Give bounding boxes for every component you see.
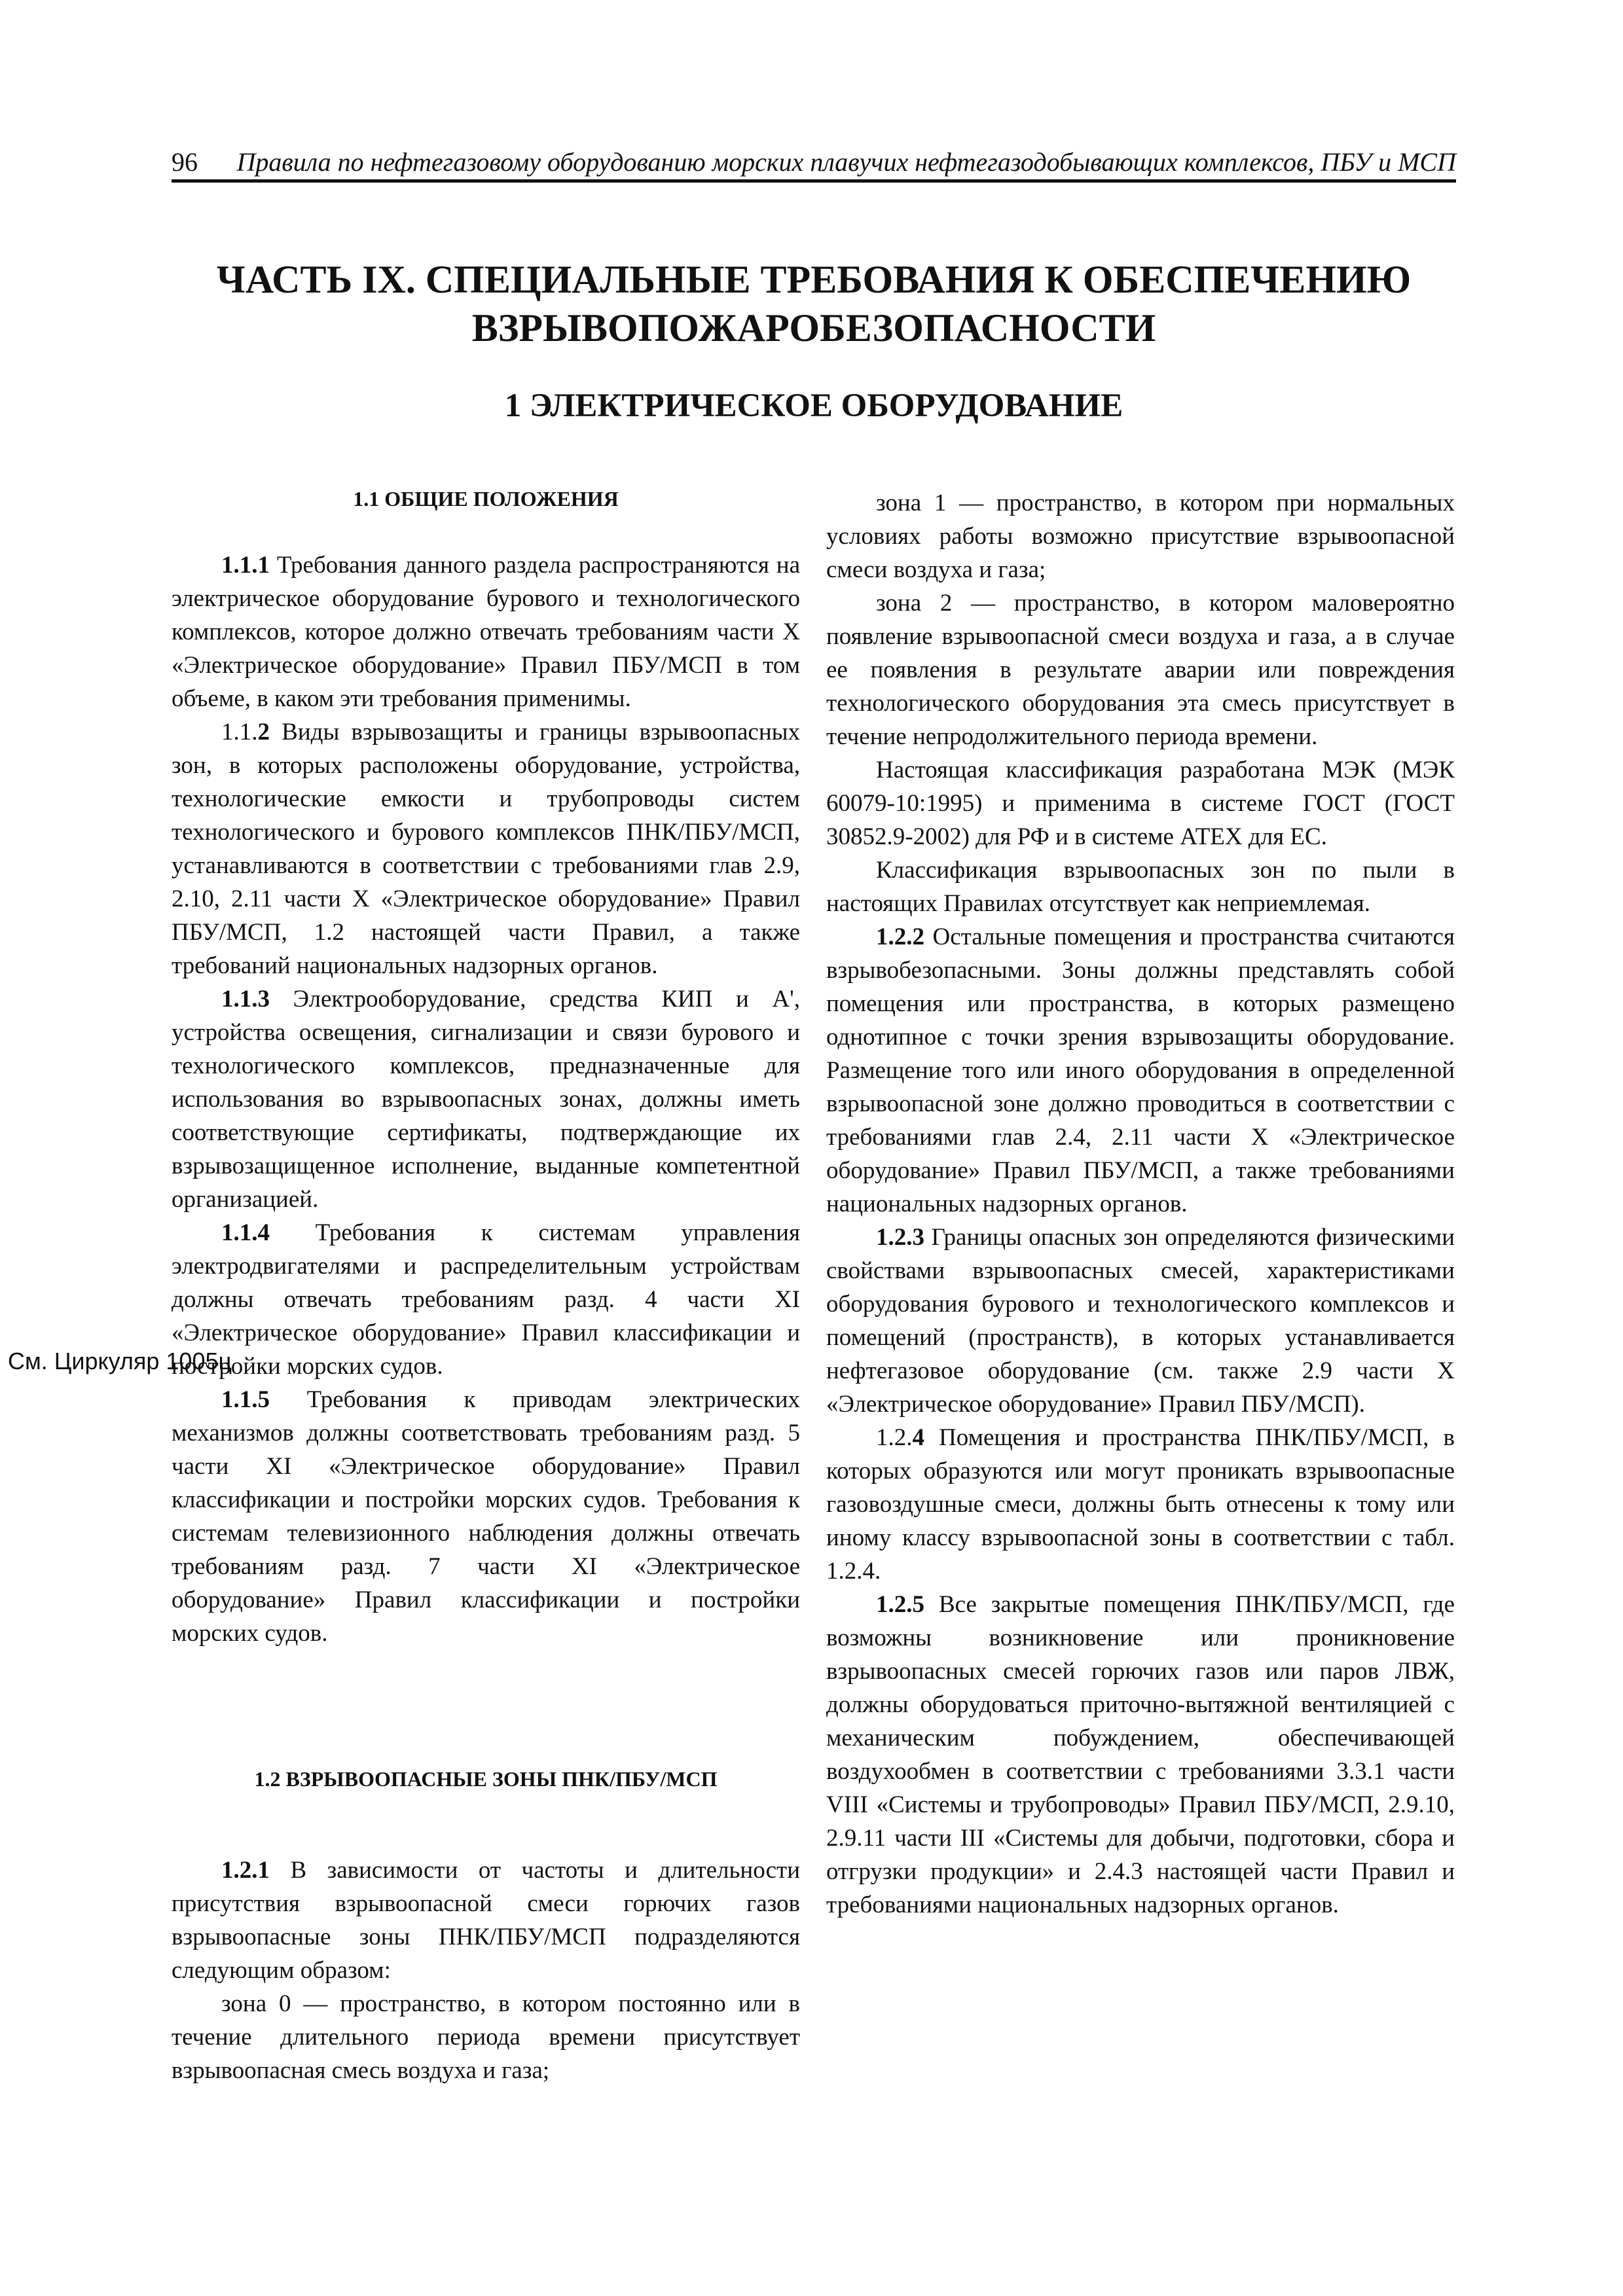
zone-1-definition: зона 1 — пространство, в котором при нормальных условиях работы возможно присутствие взрывоопасной смеси воздуха и газа; (826, 490, 1455, 583)
classification-note: Настоящая классификация разработана МЭК (МЭК 60079-10:1995) и применима в системе ГОСТ (ГОСТ 30852.9-2002) для РФ и в системе АТЕХ для ЕС. (826, 757, 1455, 850)
paragraph-1-1-2 (172, 715, 800, 982)
clause-text: Остальные помещения и пространства считаются взрывобезопасными. Зоны должны представлять собой помещения или пространства, в которых размещено однотипное с точки зрения взрывозащиты оборудование. Размещение того или иного оборудования в определенной взрывоопасной зоне должно проводиться в соответствии с требованиями глав 2.4, 2.11 части X «Электрическое оборудование» Правил ПБУ/МСП, а также требованиями национальных надзорных органов. (826, 924, 1455, 1217)
clause-text: Требования к приводам электрических механизмов должны соответствовать требованиям разд. 5 части XI «Электрическое оборудование» Правил классификации и постройки морских судов. Требования к системам телевизионного наблюдения должны отвечать требованиям разд. 7 части XI «Электрическое оборудование» Правил классификации и постройки морских судов. (172, 1386, 801, 1647)
clause-number-suffix: 4 (912, 1424, 924, 1451)
clause-number: 1.2.5 (876, 1591, 924, 1618)
zone-2-definition: зона 2 — пространство, в котором маловероятно появление взрывоопасной смеси воздуха и газа, а в случае ее появления в результате аварии или повреждения технологического оборудования эта смесь присутствует в течение непродолжительного периода времени. (826, 590, 1455, 750)
page-number: 96 (172, 147, 198, 177)
subsection-heading-1-2: 1.2 ВЗРЫВООПАСНЫЕ ЗОНЫ ПНК/ПБУ/МСП (254, 1767, 718, 1791)
margin-note: См. Циркуляр 1005ц (8, 1348, 232, 1374)
paragraph-1-1-4 (172, 1216, 800, 1383)
clause-text: В зависимости от частоты и длительности присутствия взрывоопасной смеси горючих газов взрывоопасные зоны ПНК/ПБУ/МСП подразделяются следующим образом: (172, 1857, 801, 1984)
left-column-block-2 (172, 1854, 800, 2087)
clause-number (221, 719, 270, 745)
clause-text: Все закрытые помещения ПНК/ПБУ/МСП, где возможны возникновение или проникновение взрывоопасных смесей горючих газов или паров ЛВЖ, должны оборудоваться приточно-вытяжной вентиляцией с механическим побуждением, обеспечивающей воздухообмен в соответствии с требованиями 3.3.1 части VIII «Системы и трубопроводы» Правил ПБУ/МСП, 2.9.10, 2.9.11 части III «Системы для добычи, подготовки, сбора и отгрузки продукции» и 2.4.3 настоящей части Правил и требованиями национальных надзорных органов. (826, 1591, 1455, 1918)
left-column-block-1 (172, 548, 800, 1650)
paragraph-1-1-1 (172, 548, 800, 715)
paragraph-1-2-4 (826, 1421, 1455, 1588)
clause-number-prefix: 1.2. (876, 1424, 913, 1451)
clause-number-suffix: 2 (257, 719, 270, 745)
right-column (826, 486, 1455, 1922)
clause-number: 1.2.2 (876, 924, 924, 950)
part-title-line-1: ЧАСТЬ IX. СПЕЦИАЛЬНЫЕ ТРЕБОВАНИЯ К ОБЕСПЕЧЕНИЮ (216, 258, 1412, 301)
section-title: 1 ЭЛЕКТРИЧЕСКОЕ ОБОРУДОВАНИЕ (504, 387, 1123, 424)
paragraph-1-2-1 (172, 1854, 800, 1987)
paragraph-1-1-5 (172, 1383, 800, 1650)
clause-text: Требования данного раздела распространяются на электрическое оборудование бурового и технологического комплексов, которое должно отвечать требованиям части X «Электрическое оборудование» Правил ПБУ/МСП в том объеме, в каком эти требования применимы. (172, 552, 800, 712)
clause-number: 1.1.5 (221, 1386, 270, 1413)
clause-text: Помещения и пространства ПНК/ПБУ/МСП, в которых образуются или могут проникать взрывоопасные газовоздушные смеси, должны быть отнесены к тому или иному классу взрывоопасной зоны в соответствии с табл. 1.2.4. (826, 1424, 1455, 1585)
clause-text: Границы опасных зон определяются физическими свойствами взрывоопасных смесей, характеристиками оборудования бурового и технологического комплексов и помещений (пространств), в которых устанавливается нефтегазовое оборудование (см. также 2.9 части X «Электрическое оборудование» Правил ПБУ/МСП). (826, 1224, 1455, 1418)
clause-number: 1.2.3 (876, 1224, 924, 1251)
part-title-line-2: ВЗРЫВОПОЖАРОБЕЗОПАСНОСТИ (471, 306, 1156, 350)
clause-number: 1.2.1 (221, 1857, 270, 1884)
paragraph-1-2-3 (826, 1221, 1455, 1421)
paragraph-1-2-2 (826, 920, 1455, 1221)
subsection-heading-1-1: 1.1 ОБЩИЕ ПОЛОЖЕНИЯ (353, 487, 619, 511)
clause-text: Требования к системам управления электродвигателями и распределительным устройствам должны отвечать требованиям разд. 4 части XI «Электрическое оборудование» Правил классификации и постройки морских судов. (172, 1219, 801, 1380)
paragraph-1-2-5 (826, 1588, 1455, 1922)
clause-text: Виды взрывозащиты и границы взрывоопасных зон, в которых расположены оборудование, устройства, технологические емкости и трубопроводы систем технологического и бурового комплексов ПНК/ПБУ/МСП, устанавливаются в соответствии с требованиями глав 2.9, 2.10, 2.11 части X «Электрическое оборудование» Правил ПБУ/МСП, 1.2 настоящей части Правил, а также требований национальных надзорных органов. (172, 719, 800, 979)
clause-number: 1.1.1 (221, 552, 270, 579)
zone-0-definition: зона 0 — пространство, в котором постоянно или в течение длительного периода времени присутствует взрывоопасная смесь воздуха и газа; (172, 1990, 800, 2084)
running-title: Правила по нефтегазовому оборудованию морских плавучих нефтегазодобывающих комплексов, ПБУ и МСП (236, 147, 1456, 177)
clause-number (876, 1424, 924, 1451)
clause-number: 1.1.4 (221, 1219, 270, 1246)
clause-number-prefix: 1.1. (221, 719, 258, 745)
dust-classification-note: Классификация взрывоопасных зон по пыли в настоящих Правилах отсутствует как неприемлемая. (826, 857, 1455, 917)
left-column (172, 0, 800, 2296)
paragraph-1-1-3 (172, 982, 800, 1216)
clause-number: 1.1.3 (221, 986, 270, 1013)
clause-text: Электрооборудование, средства КИП и А', устройства освещения, сигнализации и связи бурового и технологического комплексов, предназначенные для использования во взрывоопасных зонах, должны иметь соответствующие сертификаты, подтверждающие их взрывозащищенное исполнение, выданные компетентной организацией. (172, 986, 800, 1213)
